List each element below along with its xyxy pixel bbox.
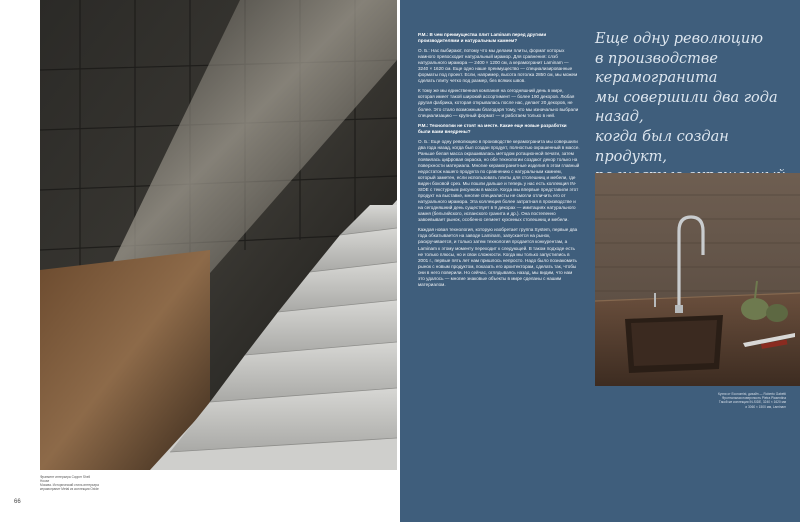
staircase-illustration — [40, 0, 397, 470]
interview-answer: О. Б.: Еще одну революцию в производстве керамогранита мы совершили два года назад, когда был создан продукт, полностью окрашенный в массе. Раньше белая масса окрашивалась методом ротационной печати, затем появилась цифровая окраска, но обе технологии создают декор только на поверхности материала. Многие керамогранитные изделия в этом главный недостаток нашего продукта по сравнению с натуральным камнем, который заметен, если использовать плиты для столешниц и мебели, где виден боковой срез. Мы пошли дальше и теперь у нас есть коллекция IN-SIDE с текстурным рисунком в массе. Когда мы впервые представили этот продукт на выставке, многие специалисты не смогли отличить его от натурального мрамора. Эта коллекция более затратная в производстве и на сегодняшний день существует в 9 декорах — имитациях натурального камня (бельгийского, испанского гранита и др.). Она постепенно завоевывает рынок, особенно сегмент кухонных столешниц и мебели. — [418, 138, 580, 223]
pull-quote-line: когда был создан продукт, — [595, 128, 729, 165]
left-photo-caption — [40, 475, 100, 491]
caption-line: керамогранит Metal из коллекции Oxide — [40, 487, 99, 491]
kitchen-photo — [595, 173, 800, 386]
pull-quote-line: в производстве керамогранита — [595, 50, 718, 87]
caption-line: Кухня от Economist, дизайн — Roberto Gabetti — [718, 392, 786, 396]
caption-line: Такой же коллекции IN-SIDE, 3240 × 1620 мм — [718, 400, 786, 405]
interview-answer: О. Б.: Нас выбирают, потому что мы делаем плиты, формат которых намного превосходит натуральный мрамор. Для сравнения: слэб натурального мрамора — 2400 × 1200 см, а керамогранит Laminam — 3240 × 1620 см. Еще одно наше преимущество — специализированные форматы под проект. Если, например, высота потолка 2850 см, мы можем сделать плиту четко под размер, без всяких швов. — [418, 48, 578, 84]
caption-line: Москва. Исторический стиль интерьера — [40, 483, 99, 487]
interview-answer: Каждая новая технология, которую изобретает группа System, первые два года обкатывается на заводе Laminam, запускается на рынок, раскручивается, и только затем технология продается конкурентам, а Laminam к этому моменту переходит к следующей. В таком подходе есть не только плюсы, но и свои сложности. Когда мы только запустились в 2001 г., первые пять лет нам пришлось непросто. Надо было познакомить рынок с новым продуктом, показать его архитекторам, сделать так, чтобы они в него поверили. Но сейчас, оглядываясь назад, мы видим, что нам это удалось — многие знаковые объекты в мире сделаны с нашим материалом. — [418, 227, 578, 287]
staircase-photo — [40, 0, 397, 470]
caption-line: и 3060 × 1500 мм, Laminam — [745, 404, 786, 409]
interview-answer: К тому же мы единственная компания на сегодняшний день в мире, которая имеет такой широкий ассортимент — более 190 декоров. Любая другая фабрика, которая открывалась после нас, делает 20 декоров, не более. Это стало возможным благодаря тому, что мы изначально выбрали специализацию — крупный формат — и работаем только в ней. — [418, 88, 579, 118]
pull-quote-line: Еще одну революцию — [595, 31, 764, 47]
caption-line: Фрагмент интерьера Copper Shell House — [40, 475, 91, 483]
right-photo-caption — [696, 392, 786, 409]
interview-question: Р.М.: В чем преимущества плит Laminam перед другими производителями и натуральным камнем? — [418, 32, 547, 44]
pull-quote-line: мы совершили два года назад, — [595, 89, 778, 126]
kitchen-illustration — [595, 173, 800, 386]
interview-question: Р.М.: Технологии не стоят на месте. Какие еще новые разработки были вами внедрены? — [418, 122, 567, 134]
article-column — [418, 32, 580, 292]
caption-line: Фронтальная поверхность Pietra Piasentina — [721, 396, 786, 401]
page-number: 66 — [14, 499, 21, 505]
right-page — [400, 0, 800, 522]
